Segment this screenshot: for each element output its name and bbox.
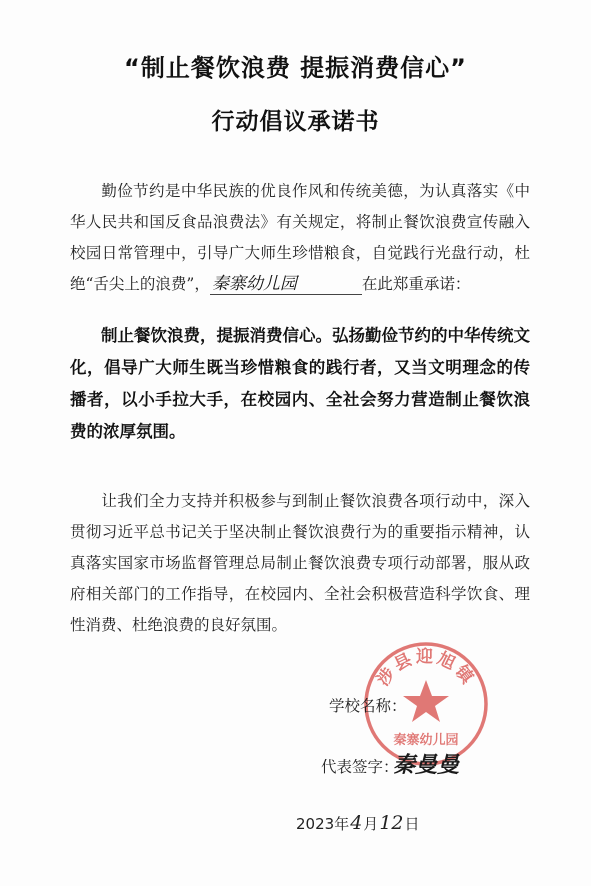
date-day: 12 xyxy=(379,812,404,834)
paragraph-intro xyxy=(70,176,530,300)
document-title: “制止餐饮浪费 提振消费信心” xyxy=(124,54,467,82)
date-month-unit: 月 xyxy=(363,815,379,833)
paragraph-action xyxy=(70,486,530,641)
representative-label: 代表签字： xyxy=(321,758,399,776)
date-month: 4 xyxy=(350,812,363,834)
document-subtitle: 行动倡议承诺书 xyxy=(211,109,380,135)
representative-signature: 秦曼曼 xyxy=(393,752,460,778)
seal-star-icon xyxy=(403,680,449,722)
paragraph-commitment xyxy=(70,320,530,448)
action-text: 让我们全力支持并积极参与到制止餐饮浪费各项行动中，深入贯彻习近平总书记关于坚决制止餐饮浪费行为的重要指示精神，认真落实国家市场监督管理总局制止餐饮浪费专项行动部署，服从政府相关部门的工作指导，在校园内、全社会积极营造科学饮食、理性消费、杜绝浪费的良好氛围。 xyxy=(70,492,530,634)
school-name-fill: 秦寨幼儿园 xyxy=(210,274,362,295)
intro-text: 勤俭节约是中华民族的优良作风和传统美德，为认真落实《中华人民共和国反食品浪费法》有关规定，将制止餐饮浪费宣传融入校园日常管理中，引导广大师生珍惜粮食，自觉践行光盘行动，杜绝“舌尖上的浪费”， xyxy=(70,182,530,293)
date-year: 2023 xyxy=(296,815,335,833)
seal-bottom-text: 秦寨幼儿园 xyxy=(393,733,459,748)
date-day-unit: 日 xyxy=(404,815,420,833)
intro-promise-text: 在此郑重承诺： xyxy=(361,275,471,293)
school-name-label: 学校名称： xyxy=(329,697,407,715)
date-year-unit: 年 xyxy=(334,815,350,833)
seal-top-text: 涉县迎旭镇 xyxy=(373,647,479,690)
signing-date xyxy=(296,812,420,834)
commitment-text: 制止餐饮浪费，提振消费信心。弘扬勤俭节约的中华传统文化，倡导广大师生既当珍惜粮食的践行者，又当文明理念的传播者，以小手拉大手，在校园内、全社会努力营造制止餐饮浪费的浓厚氛围。 xyxy=(70,326,530,441)
